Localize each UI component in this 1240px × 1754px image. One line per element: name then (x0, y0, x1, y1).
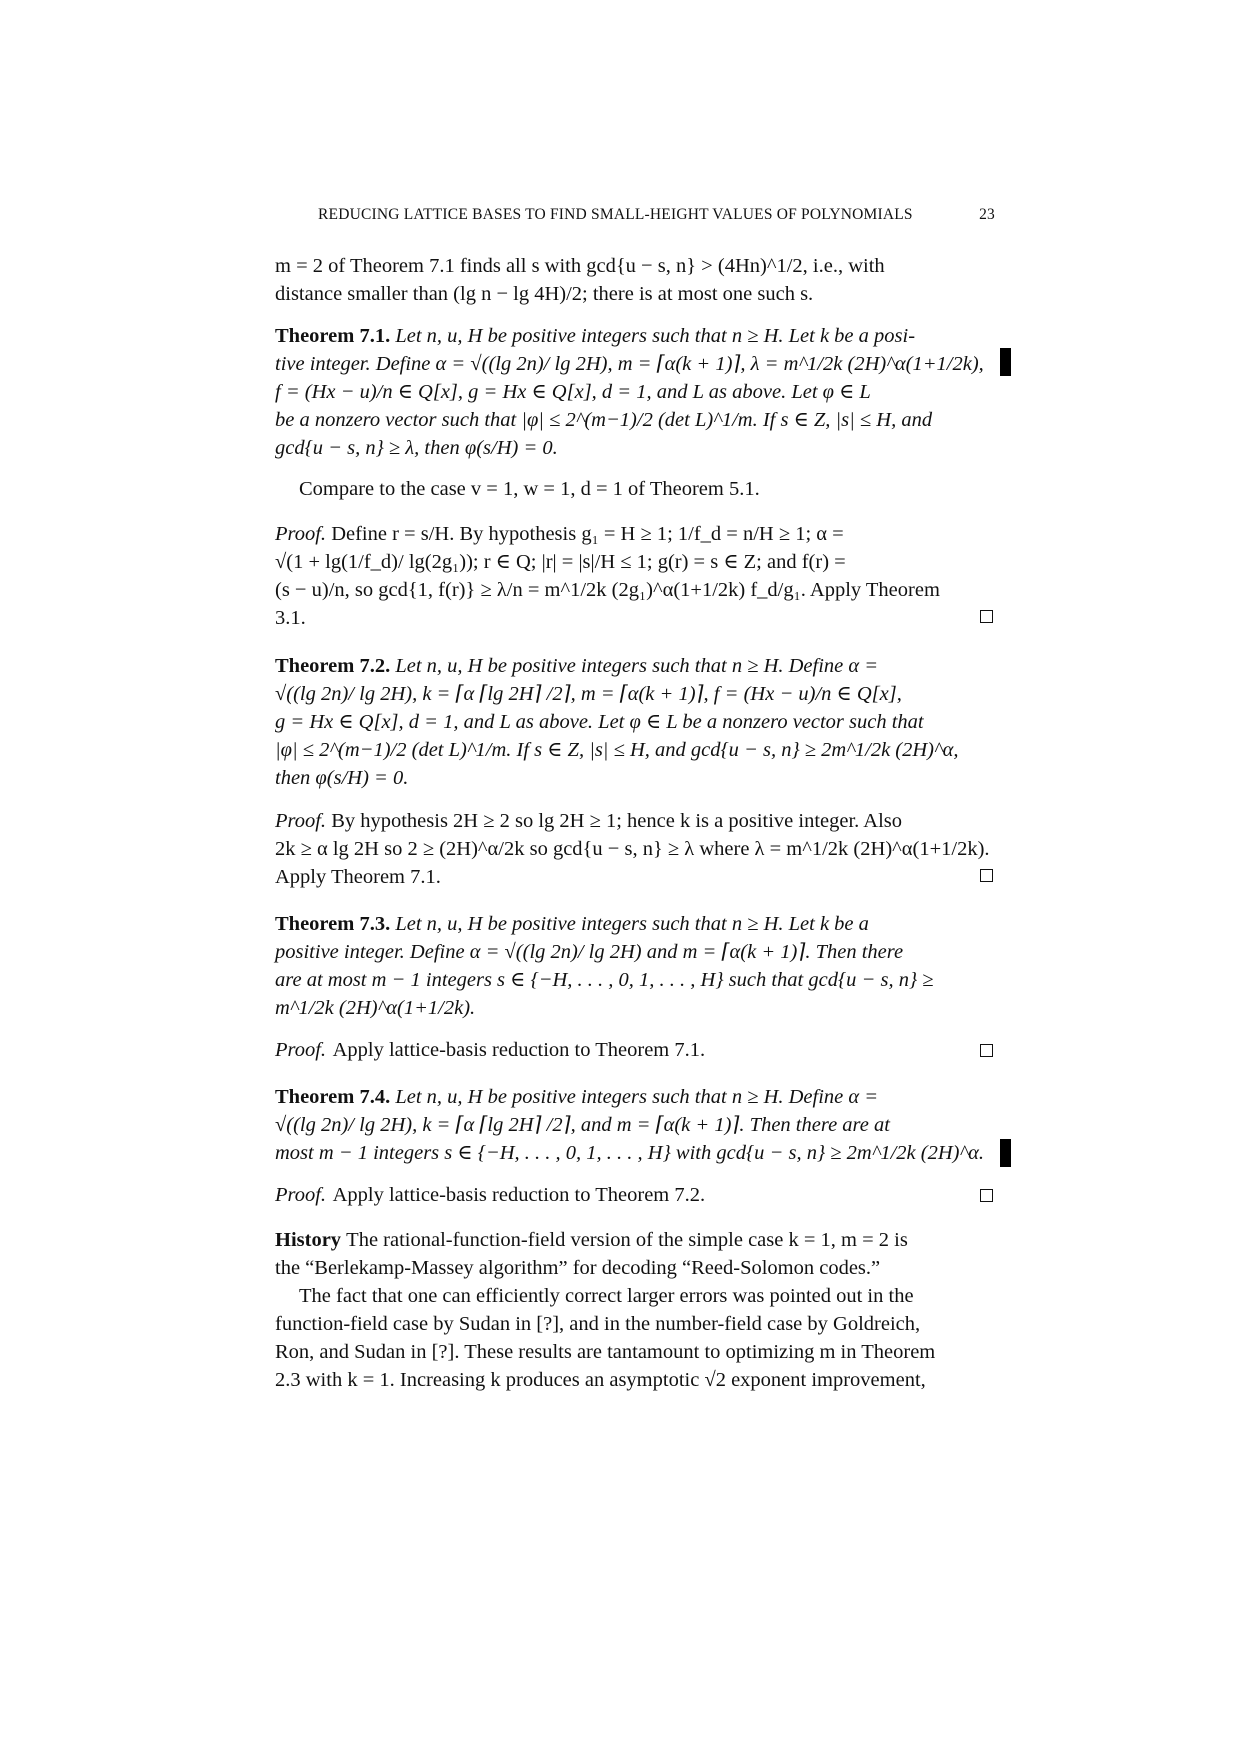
text-line: 2.3 with k = 1. Increasing k produces an asymptotic √2 exponent improvement, (275, 1369, 926, 1391)
text-line: Ron, and Sudan in [?]. These results are tantamount to optimizing m in Theorem (275, 1341, 936, 1363)
text-line: distance smaller than (lg n − lg 4H)/2; there is at most one such s. (275, 283, 814, 305)
text-line: g = Hx ∈ Q[x], d = 1, and L as above. Let φ ∈ L be a nonzero vector such that (275, 711, 924, 733)
text-line: most m − 1 integers s ∈ {−H, . . . , 0, 1, . . . , H} with gcd{u − s, n} ≥ 2m^1/2k (2H)^α. (275, 1142, 985, 1164)
theorem-7-2 (275, 652, 995, 792)
text-line: f = (Hx − u)/n ∈ Q[x], g = Hx ∈ Q[x], d = 1, and L as above. Let φ ∈ L (275, 381, 871, 403)
section-label: History (275, 1229, 342, 1251)
text-line: Compare to the case v = 1, w = 1, d = 1 of Theorem 5.1. (299, 478, 760, 500)
text-line: √((lg 2n)/ lg 2H), k = ⌈α ⌈lg 2H⌉ /2⌉, m = ⌈α(k + 1)⌉, f = (Hx − u)/n ∈ Q[x], (275, 683, 902, 705)
proof-7-1 (275, 520, 995, 632)
text-line: Apply lattice-basis reduction to Theorem 7.1. (332, 1039, 706, 1061)
text-line: Apply Theorem 7.1. (275, 866, 441, 888)
compare-note (275, 475, 995, 503)
page-number: 23 (979, 206, 995, 223)
margin-change-bar (1000, 1139, 1011, 1167)
text-line: 2k ≥ α lg 2H so 2 ≥ (2H)^α/2k so gcd{u − s, n} ≥ λ where λ = m^1/2k (2H)^α(1+1/2k). (275, 838, 990, 860)
text-line: Apply lattice-basis reduction to Theorem 7.2. (332, 1184, 706, 1206)
text-line: are at most m − 1 integers s ∈ {−H, . . . , 0, 1, . . . , H} such that gcd{u − s, n} ≥ (275, 969, 934, 991)
proof-7-3 (275, 1036, 995, 1064)
theorem-label: Theorem 7.2. (275, 655, 391, 677)
text-line: √((lg 2n)/ lg 2H), k = ⌈α ⌈lg 2H⌉ /2⌉, and m = ⌈α(k + 1)⌉. Then there are at (275, 1114, 890, 1136)
history-section (275, 1226, 995, 1394)
theorem-7-4 (275, 1083, 995, 1167)
theorem-label: Theorem 7.3. (275, 913, 391, 935)
text-line: gcd{u − s, n} ≥ λ, then φ(s/H) = 0. (275, 437, 558, 459)
text-line: m^1/2k (2H)^α(1+1/2k). (275, 997, 476, 1019)
theorem-label: Theorem 7.4. (275, 1086, 391, 1108)
running-header (275, 206, 995, 230)
text-line: Let n, u, H be positive integers such that n ≥ H. Define α = (395, 655, 879, 677)
text-line: By hypothesis 2H ≥ 2 so lg 2H ≥ 1; hence k is a positive integer. Also (331, 810, 903, 832)
intro-paragraph (275, 252, 995, 308)
proof-label: Proof. (275, 523, 327, 545)
running-title: REDUCING LATTICE BASES TO FIND SMALL-HEIGHT VALUES OF POLYNOMIALS (318, 206, 913, 223)
qed-square (980, 1189, 993, 1202)
text-line: Let n, u, H be positive integers such that n ≥ H. Let k be a (395, 913, 869, 935)
text-line: be a nonzero vector such that |φ| ≤ 2^(m−1)/2 (det L)^1/m. If s ∈ Z, |s| ≤ H, and (275, 409, 933, 431)
text-line: Let n, u, H be positive integers such that n ≥ H. Define α = (395, 1086, 879, 1108)
text-line: √(1 + lg(1/f_d)/ lg(2g₁)); r ∈ Q; |r| = |s|/H ≤ 1; g(r) = s ∈ Z; and f(r) = (275, 551, 846, 573)
text-line: then φ(s/H) = 0. (275, 767, 409, 789)
qed-square (980, 1044, 993, 1057)
theorem-7-1 (275, 322, 995, 462)
text-line: positive integer. Define α = √((lg 2n)/ lg 2H) and m = ⌈α(k + 1)⌉. Then there (275, 941, 904, 963)
proof-label: Proof. (275, 810, 327, 832)
text-line: 3.1. (275, 607, 306, 629)
proof-label: Proof. (275, 1039, 327, 1061)
text-line: The rational-function-field version of the simple case k = 1, m = 2 is (346, 1229, 908, 1251)
proof-7-2 (275, 807, 995, 891)
proof-label: Proof. (275, 1184, 327, 1206)
text-line: Define r = s/H. By hypothesis g₁ = H ≥ 1; 1/f_d = n/H ≥ 1; α = (331, 523, 844, 545)
theorem-7-3 (275, 910, 995, 1022)
proof-7-4 (275, 1181, 995, 1209)
text-line: Let n, u, H be positive integers such that n ≥ H. Let k be a posi- (395, 325, 916, 347)
qed-square (980, 869, 993, 882)
text-line: function-field case by Sudan in [?], and in the number-field case by Goldreich, (275, 1313, 921, 1335)
text-line: |φ| ≤ 2^(m−1)/2 (det L)^1/m. If s ∈ Z, |s| ≤ H, and gcd{u − s, n} ≥ 2m^1/2k (2H)^α, (275, 739, 959, 761)
text-line: The fact that one can efficiently correct larger errors was pointed out in the (299, 1285, 914, 1307)
margin-change-bar (1000, 348, 1011, 376)
qed-square (980, 610, 993, 623)
text-line: tive integer. Define α = √((lg 2n)/ lg 2H), m = ⌈α(k + 1)⌉, λ = m^1/2k (2H)^α(1+1/2k), (275, 353, 984, 375)
theorem-label: Theorem 7.1. (275, 325, 391, 347)
text-line: m = 2 of Theorem 7.1 finds all s with gcd{u − s, n} > (4Hn)^1/2, i.e., with (275, 255, 885, 277)
text-line: the “Berlekamp-Massey algorithm” for decoding “Reed-Solomon codes.” (275, 1257, 881, 1279)
text-line: (s − u)/n, so gcd{1, f(r)} ≥ λ/n = m^1/2k (2g₁)^α(1+1/2k) f_d/g₁. Apply Theorem (275, 579, 940, 601)
